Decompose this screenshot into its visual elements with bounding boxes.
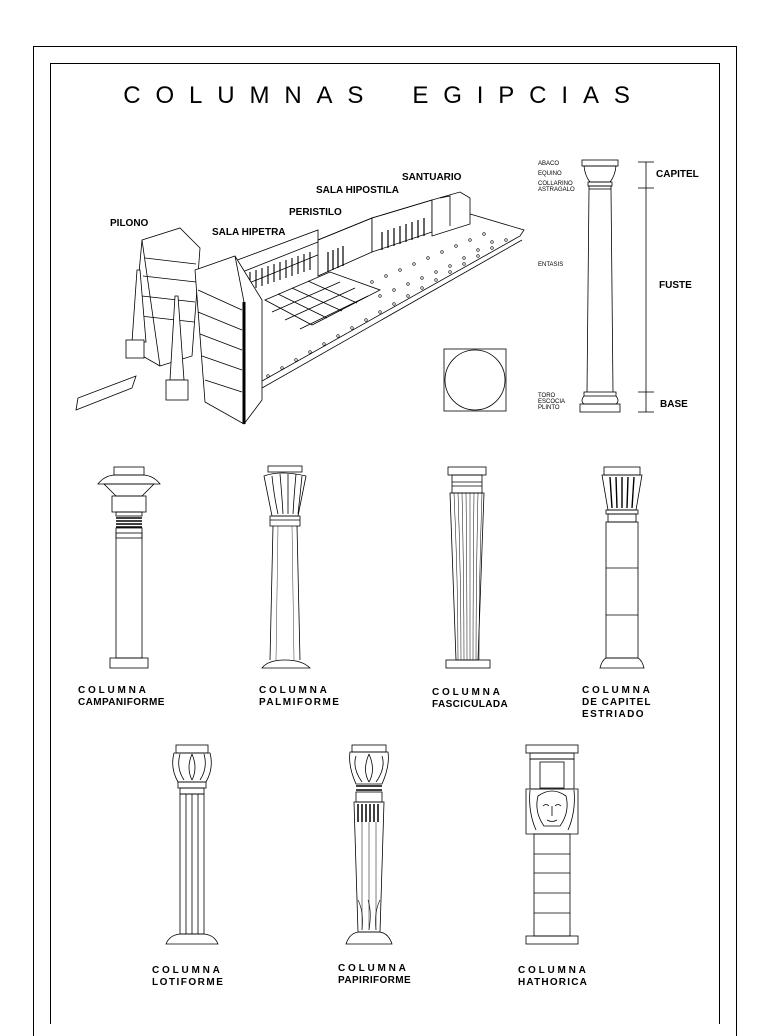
section-base: BASE	[660, 399, 688, 410]
label-peristilo: PERISTILO	[289, 207, 342, 218]
column-lotiforme-drawing	[166, 745, 218, 944]
anatomy-part-toro: TORO	[538, 393, 556, 399]
anatomy-part-plinto: PLINTO	[538, 405, 560, 411]
column-palmiforme-drawing	[262, 466, 310, 668]
anatomy-column-diagram	[580, 160, 654, 412]
anatomy-part-entasis: ENTASIS	[538, 262, 564, 268]
column-hathorica-drawing	[526, 745, 578, 944]
column-campaniforme-drawing	[98, 467, 160, 668]
label-pilono: PILONO	[110, 218, 149, 229]
label-sala-hipostila: SALA HIPOSTILA	[316, 185, 399, 196]
anatomy-part-astragalo: ASTRAGALO	[538, 187, 575, 193]
caption-palmiforme: COLUMNA PALMIFORME	[259, 685, 341, 708]
anatomy-part-equino: EQUINO	[538, 171, 562, 177]
label-sala-hipetra: SALA HIPETRA	[212, 227, 286, 238]
anatomy-part-escocia: ESCOCIA	[538, 399, 566, 405]
column-plan-diagram	[444, 349, 506, 411]
anatomy-part-abaco: ABACO	[538, 161, 560, 167]
section-fuste: FUSTE	[659, 280, 692, 291]
caption-campaniforme: COLUMNA CAMPANIFORME	[78, 685, 165, 708]
title-word-1: COLUMNAS	[123, 82, 379, 109]
caption-hathorica: COLUMNA HATHORICA	[518, 965, 589, 988]
column-capitel-estriado-drawing	[600, 467, 644, 668]
caption-fasciculada: COLUMNA FASCICULADA	[432, 687, 509, 710]
column-papiriforme-drawing	[346, 745, 392, 944]
pylon-right	[195, 256, 262, 424]
anatomy-part-collarino: COLLARINO	[538, 181, 573, 187]
caption-lotiforme: COLUMNA LOTIFORME	[152, 965, 225, 988]
caption-capitel-estriado: COLUMNA DE CAPITEL ESTRIADO	[582, 685, 653, 720]
label-santuario: SANTUARIO	[402, 172, 462, 183]
caption-papiriforme: COLUMNA PAPIRIFORME	[338, 963, 412, 986]
section-capitel: CAPITEL	[656, 169, 699, 180]
title-word-2: EGIPCIAS	[412, 82, 645, 109]
column-fasciculada-drawing	[446, 467, 490, 668]
